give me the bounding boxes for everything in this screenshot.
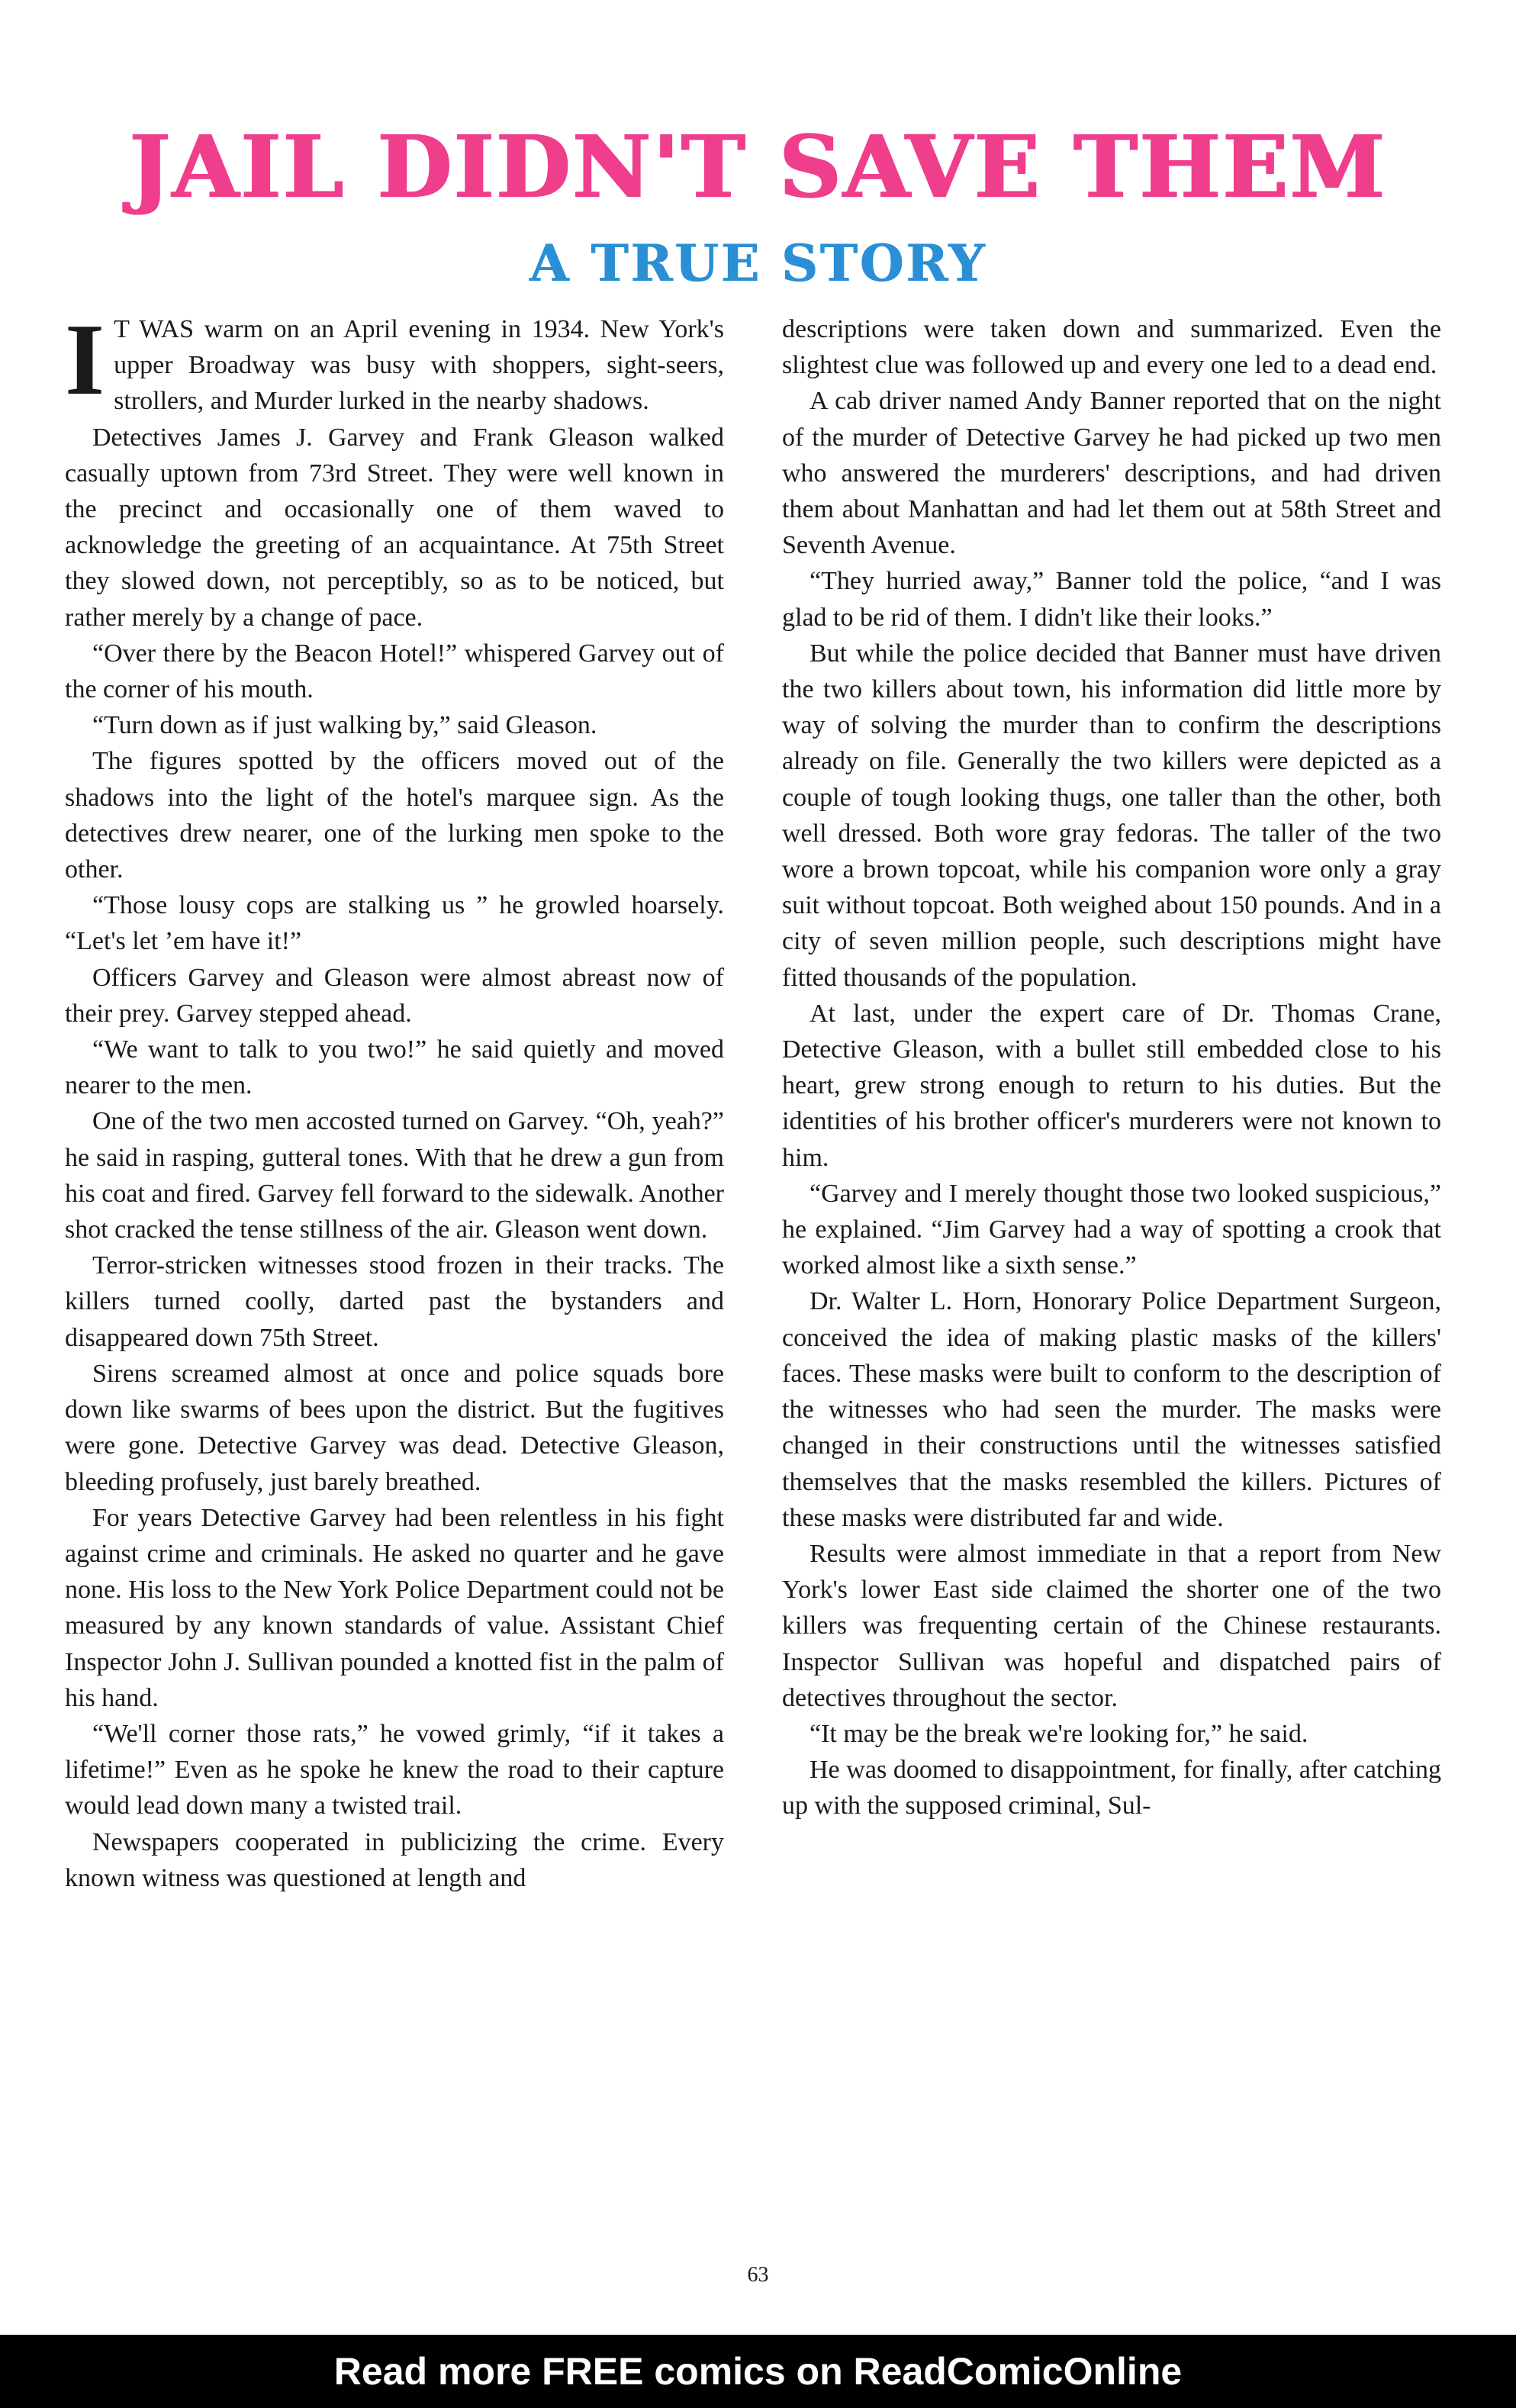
promo-banner-text[interactable]: Read more FREE comics on ReadComicOnline [333,2350,1183,2393]
paragraph: Detectives James J. Garvey and Frank Gleason walked casually uptown from 73rd Street. They were well known in the precinct and occasionally one of them waved to acknowledge the greeting of an acquaintance. At 75th Street they slowed down, not perceptibly, so as to be noticed, but rather merely by a change of pace. [65,423,724,632]
page-number: 63 [747,2263,769,2287]
paragraph: A cab driver named Andy Banner reported that on the night of the murder of Detective Garvey he had picked up two men who answered the murderers' descriptions, and had driven them about Manhattan and had let them out at 58th Street and Seventh Avenue. [782,387,1441,560]
paragraph: Results were almost immediate in that a report from New York's lower East side claimed the shorter one of the two killers was frequenting certain of the Chinese restaurants. Inspector Sullivan was hopeful and dispatched pairs of detectives throughout the sector. [782,1539,1441,1712]
story-title: JAIL DIDN'T SAVE THEM [129,118,1387,217]
drop-cap: I [65,303,105,416]
paragraph: descriptions were taken down and summarized. Even the slightest clue was followed up and every one led to a dead end. [782,315,1441,380]
paragraph: “Over there by the Beacon Hotel!” whispered Garvey out of the corner of his mouth. [65,639,724,704]
paragraph: The figures spotted by the officers moved out of the shadows into the light of the hotel's marquee sign. As the detectives drew nearer, one of the lurking men spoke to the other. [65,747,724,884]
paragraph: Sirens screamed almost at once and police squads bore down like swarms of bees upon the district. But the fugitives were gone. Detective Garvey was dead. Detective Gleason, bleeding profusely, just barely breathed. [65,1359,724,1496]
paragraph: Newspapers cooperated in publicizing the crime. Every known witness was questioned at length and [65,1827,724,1892]
paragraph: “It may be the break we're looking for,” he said. [809,1719,1308,1748]
paragraph-text: T WAS warm on an April evening in 1934. New York's upper Broadway was busy with shoppers, sight-seers, strollers, and Murder lurked in the nearby shadows. [114,315,724,416]
paragraph: “We want to talk to you two!” he said quietly and moved nearer to the men. [65,1035,724,1100]
paragraph: Dr. Walter L. Horn, Honorary Police Department Surgeon, conceived the idea of making plastic masks of the killers' faces. These masks were built to conform to the description of the witnesses who had seen the murder. The masks were changed in their constructions until the witnesses satisfied themselves that the masks resembled the killers. Pictures of these masks were distributed far and wide. [782,1287,1441,1532]
paragraph: “Garvey and I merely thought those two looked suspicious,” he explained. “Jim Garvey had a way of spotting a crook that worked almost like a sixth sense.” [782,1179,1441,1280]
promo-banner[interactable] [0,2335,1516,2408]
paragraph: “Those lousy cops are stalking us ” he growled hoarsely. “Let's let ’em have it!” [65,891,724,956]
paragraph: But while the police decided that Banner must have driven the two killers about town, his information did little more by way of solving the murder than to confirm the descriptions already on file. Generally the two killers were depicted as a couple of tough looking thugs, one taller than the other, both well dressed. Both wore gray fedoras. The taller of the two wore a brown topcoat, while his companion wore only a gray suit without topcoat. Both weighed about 150 pounds. And in a city of seven million people, such descriptions might have fitted thousands of the population. [782,639,1441,992]
paragraph: He was doomed to disappointment, for finally, after catching up with the supposed criminal, Sul- [782,1756,1441,1820]
paragraph: Officers Garvey and Gleason were almost abreast now of their prey. Garvey stepped ahead. [65,963,724,1028]
paragraph: For years Detective Garvey had been relentless in his fight against crime and criminals. He asked no quarter and he gave none. His loss to the New York Police Department could not be measured by any known standards of value. Assistant Chief Inspector John J. Sullivan pounded a knotted fist in the palm of his hand. [65,1503,724,1712]
paragraph: At last, under the expert care of Dr. Thomas Crane, Detective Gleason, with a bullet still embedded close to his heart, grew strong enough to return to his duties. But the identities of his brother officer's murderers were not known to him. [782,999,1441,1172]
left-column [65,303,724,1896]
story-subtitle: A TRUE STORY [529,233,987,293]
paragraph: “We'll corner those rats,” he vowed grimly, “if it takes a lifetime!” Even as he spoke he knew the road to their capture would lead down many a twisted trail. [65,1719,724,1820]
paragraph: One of the two men accosted turned on Garvey. “Oh, yeah?” he said in rasping, gutteral tones. With that he drew a gun from his coat and fired. Garvey fell forward to the sidewalk. Another shot cracked the tense stillness of the air. Gleason went down. [65,1107,724,1244]
paragraph: Terror-stricken witnesses stood frozen in their tracks. The killers turned coolly, darted past the bystanders and disappeared down 75th Street. [65,1251,724,1352]
paragraph: “They hurried away,” Banner told the police, “and I was glad to be rid of them. I didn't like their looks.” [782,567,1441,632]
paragraph: “Turn down as if just walking by,” said Gleason. [92,711,597,740]
paragraph [65,303,724,420]
right-column [782,311,1441,1824]
